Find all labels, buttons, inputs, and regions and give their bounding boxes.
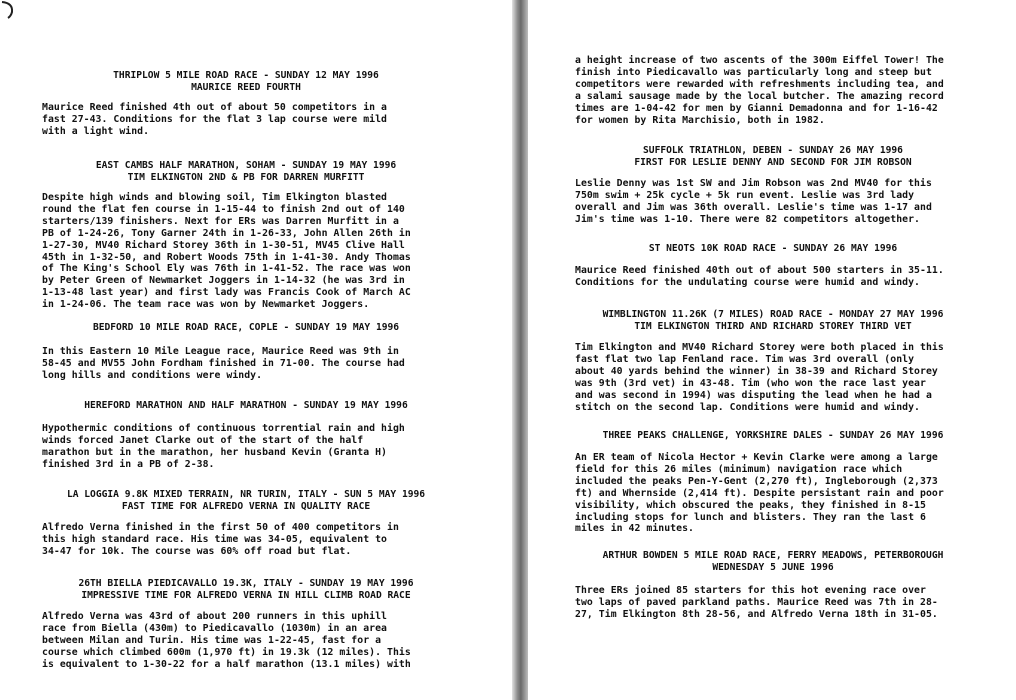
body-line: by Peter Green of Newmarket Joggers in 1-14-32 (he was 3rd in <box>42 275 405 287</box>
article-body <box>42 346 405 382</box>
body-line: miles in 42 minutes. <box>575 523 694 535</box>
article-heading <box>6 489 486 513</box>
body-line: field for this 26 miles (minimum) navigation race which <box>575 463 903 475</box>
body-line: finish into Piedicavallo was particularly long and steep but <box>575 66 932 78</box>
body-line: between Milan and Turin. His time was 1-22-45, fast for a <box>42 634 382 646</box>
article-heading <box>6 400 486 412</box>
body-line: this high standard race. His time was 34-05, equivalent to <box>42 533 387 545</box>
article-heading <box>6 578 486 602</box>
article-body <box>575 342 944 413</box>
heading-line: THRIPLOW 5 MILE ROAD RACE - SUNDAY 12 MAY 1996 <box>113 70 379 81</box>
heading-line: FAST TIME FOR ALFREDO VERNA IN QUALITY RACE <box>121 501 371 512</box>
body-line: winds forced Janet Clarke out of the start of the half <box>42 434 364 446</box>
article-body <box>575 178 932 226</box>
article-body <box>42 102 387 138</box>
article-body <box>42 423 405 471</box>
book-spine <box>512 0 528 700</box>
article-heading <box>533 309 1013 333</box>
right-page <box>528 0 1016 700</box>
body-line: finished 3rd in a PB of 2-38. <box>42 458 215 470</box>
body-line: 27, Tim Elkington 8th 28-56, and Alfredo Verna 18th in 31-05. <box>575 608 938 620</box>
body-line: a height increase of two ascents of the 300m Eiffel Tower! The <box>575 55 944 66</box>
body-line: was 9th (3rd vet) in 43-48. Tim (who won the race last year <box>575 377 926 389</box>
body-line: ft) and Whernside (2,414 ft). Despite persistant rain and poor <box>575 487 944 499</box>
article-heading <box>533 550 1013 574</box>
heading-line: EAST CAMBS HALF MARATHON, SOHAM - SUNDAY 19 MAY 1996 <box>95 160 397 171</box>
body-line: competitors were rewarded with refreshments including tea, and <box>575 78 944 90</box>
body-line: about 40 yards behind the winner) in 38-39 and Richard Storey <box>575 365 938 377</box>
body-line: Maurice Reed finished 4th out of about 50 competitors in a <box>42 102 387 113</box>
heading-line: THREE PEAKS CHALLENGE, YORKSHIRE DALES - SUNDAY 26 MAY 1996 <box>602 430 944 441</box>
body-line: two laps of paved parkland paths. Maurice Reed was 7th in 28- <box>575 596 938 608</box>
article-body <box>42 611 411 671</box>
body-line: visibility, which obscured the peaks, they finished in 8-15 <box>575 499 926 511</box>
article-heading <box>533 145 1013 169</box>
body-line: marathon but in the marathon, her husband Kevin (Granta H) <box>42 446 387 458</box>
article-body <box>42 192 411 311</box>
article-heading <box>533 430 1013 442</box>
body-line: stitch on the second lap. Conditions were humid and windy. <box>575 401 920 413</box>
body-line: PB of 1-24-26, Tony Garner 24th in 1-26-33, John Allen 26th in <box>42 227 411 239</box>
heading-line: ARTHUR BOWDEN 5 MILE ROAD RACE, FERRY MEADOWS, PETERBOROUGH <box>602 550 944 561</box>
body-line: of The King's School Ely was 76th in 1-41-52. The race was won <box>42 263 411 275</box>
article-heading <box>6 70 486 94</box>
body-line: An ER team of Nicola Hector + Kevin Clarke were among a large <box>575 452 938 463</box>
body-line: fast flat two lap Fenland race. Tim was 3rd overall (only <box>575 353 915 365</box>
body-line: 58-45 and MV55 John Fordham finished in 71-00. The course had <box>42 357 405 369</box>
body-line: Maurice Reed finished 40th out of about 500 starters in 35-11. <box>575 265 944 276</box>
body-line: 750m swim + 25k cycle + 5k run event. Leslie was 3rd lady <box>575 189 915 201</box>
heading-line: MAURICE REED FOURTH <box>191 82 301 93</box>
body-line: a salami sausage made by the local butcher. The amazing record <box>575 90 944 102</box>
article-heading <box>6 160 486 184</box>
body-line: round the flat fen course in 1-15-44 to finish 2nd out of 140 <box>42 203 405 215</box>
heading-line: ST NEOTS 10K ROAD RACE - SUNDAY 26 MAY 1996 <box>648 243 898 254</box>
heading-line: BEDFORD 10 MILE ROAD RACE, COPLE - SUNDAY 19 MAY 1996 <box>92 322 400 333</box>
body-line: with a light wind. <box>42 125 150 137</box>
heading-line: 26TH BIELLA PIEDICAVALLO 19.3K, ITALY - SUNDAY 19 MAY 1996 <box>78 578 414 589</box>
body-line: times are 1-04-42 for men by Gianni Demadonna and for 1-16-42 <box>575 102 938 114</box>
body-line: overall and Jim was 36th overall. Leslie's time was 1-17 and <box>575 201 932 213</box>
body-line: Despite high winds and blowing soil, Tim Elkington blasted <box>42 192 387 203</box>
body-line: included the peaks Pen-Y-Gent (2,270 ft), Ingleborough (2,373 <box>575 475 938 487</box>
body-line: Jim's time was 1-10. There were 82 competitors altogether. <box>575 213 920 225</box>
heading-line: FIRST FOR LESLIE DENNY AND SECOND FOR JIM ROBSON <box>634 157 912 168</box>
heading-line: TIM ELKINGTON 2ND & PB FOR DARREN MURFITT <box>127 172 365 183</box>
body-line: Conditions for the undulating course were humid and windy. <box>575 276 920 288</box>
article-body <box>575 585 938 621</box>
heading-line: WEDNESDAY 5 JUNE 1996 <box>712 562 834 573</box>
body-line: Leslie Denny was 1st SW and Jim Robson was 2nd MV40 for this <box>575 178 932 189</box>
body-line: Tim Elkington and MV40 Richard Storey were both placed in this <box>575 342 944 353</box>
body-line: and was second in 1994) was disputing the lead when he had a <box>575 389 932 401</box>
body-line: including stops for lunch and blisters. They ran the last 6 <box>575 511 926 523</box>
body-line: fast 27-43. Conditions for the flat 3 lap course were mild <box>42 113 387 125</box>
body-line: 1-27-30, MV40 Richard Storey 36th in 1-30-51, MV45 Clive Hall <box>42 239 405 251</box>
body-line: is equivalent to 1-30-22 for a half marathon (13.1 miles) with <box>42 658 411 670</box>
body-line: course which climbed 600m (1,970 ft) in 19.3k (12 miles). This <box>42 646 411 658</box>
body-line: in 1-24-06. The team race was won by Newmarket Joggers. <box>42 299 370 311</box>
body-line: Alfredo Verna was 43rd of about 200 runners in this uphill <box>42 611 387 622</box>
heading-line: SUFFOLK TRIATHLON, DEBEN - SUNDAY 26 MAY 1996 <box>643 145 903 156</box>
body-line: long hills and conditions were windy. <box>42 369 263 381</box>
article-heading <box>6 322 486 334</box>
article-body <box>42 522 399 558</box>
heading-line: TIM ELKINGTON THIRD AND RICHARD STOREY THIRD VET <box>634 321 912 332</box>
heading-line: WIMBLINGTON 11.26K (7 MILES) ROAD RACE - MONDAY 27 MAY 1996 <box>602 309 944 320</box>
body-line: Hypothermic conditions of continuous torrential rain and high <box>42 423 405 434</box>
body-line: Three ERs joined 85 starters for this hot evening race over <box>575 585 926 596</box>
article-body <box>575 452 944 535</box>
body-line: race from Biella (430m) to Piedicavallo (1030m) in an area <box>42 622 387 634</box>
body-line: In this Eastern 10 Mile League race, Maurice Reed was 9th in <box>42 346 399 357</box>
body-line: 1-13-48 last year) and first lady was Francis Cook of March AC <box>42 287 411 299</box>
corner-mark <box>0 0 22 22</box>
article-body <box>575 265 944 289</box>
article-heading <box>533 243 1013 255</box>
article-body <box>575 55 944 126</box>
body-line: starters/139 finishers. Next for ERs was Darren Murfitt in a <box>42 215 399 227</box>
heading-line: HEREFORD MARATHON AND HALF MARATHON - SUNDAY 19 MAY 1996 <box>84 400 408 411</box>
body-line: 45th in 1-32-50, and Robert Woods 75th in 1-41-30. Andy Thomas <box>42 251 411 263</box>
heading-line: IMPRESSIVE TIME FOR ALFREDO VERNA IN HILL CLIMB ROAD RACE <box>81 590 411 601</box>
body-line: for women by Rita Marchisio, both in 1982. <box>575 114 825 126</box>
body-line: Alfredo Verna finished in the first 50 of 400 competitors in <box>42 522 399 533</box>
body-line: 34-47 for 10k. The course was 60% off road but flat. <box>42 545 352 557</box>
heading-line: LA LOGGIA 9.8K MIXED TERRAIN, NR TURIN, ITALY - SUN 5 MAY 1996 <box>66 489 426 500</box>
